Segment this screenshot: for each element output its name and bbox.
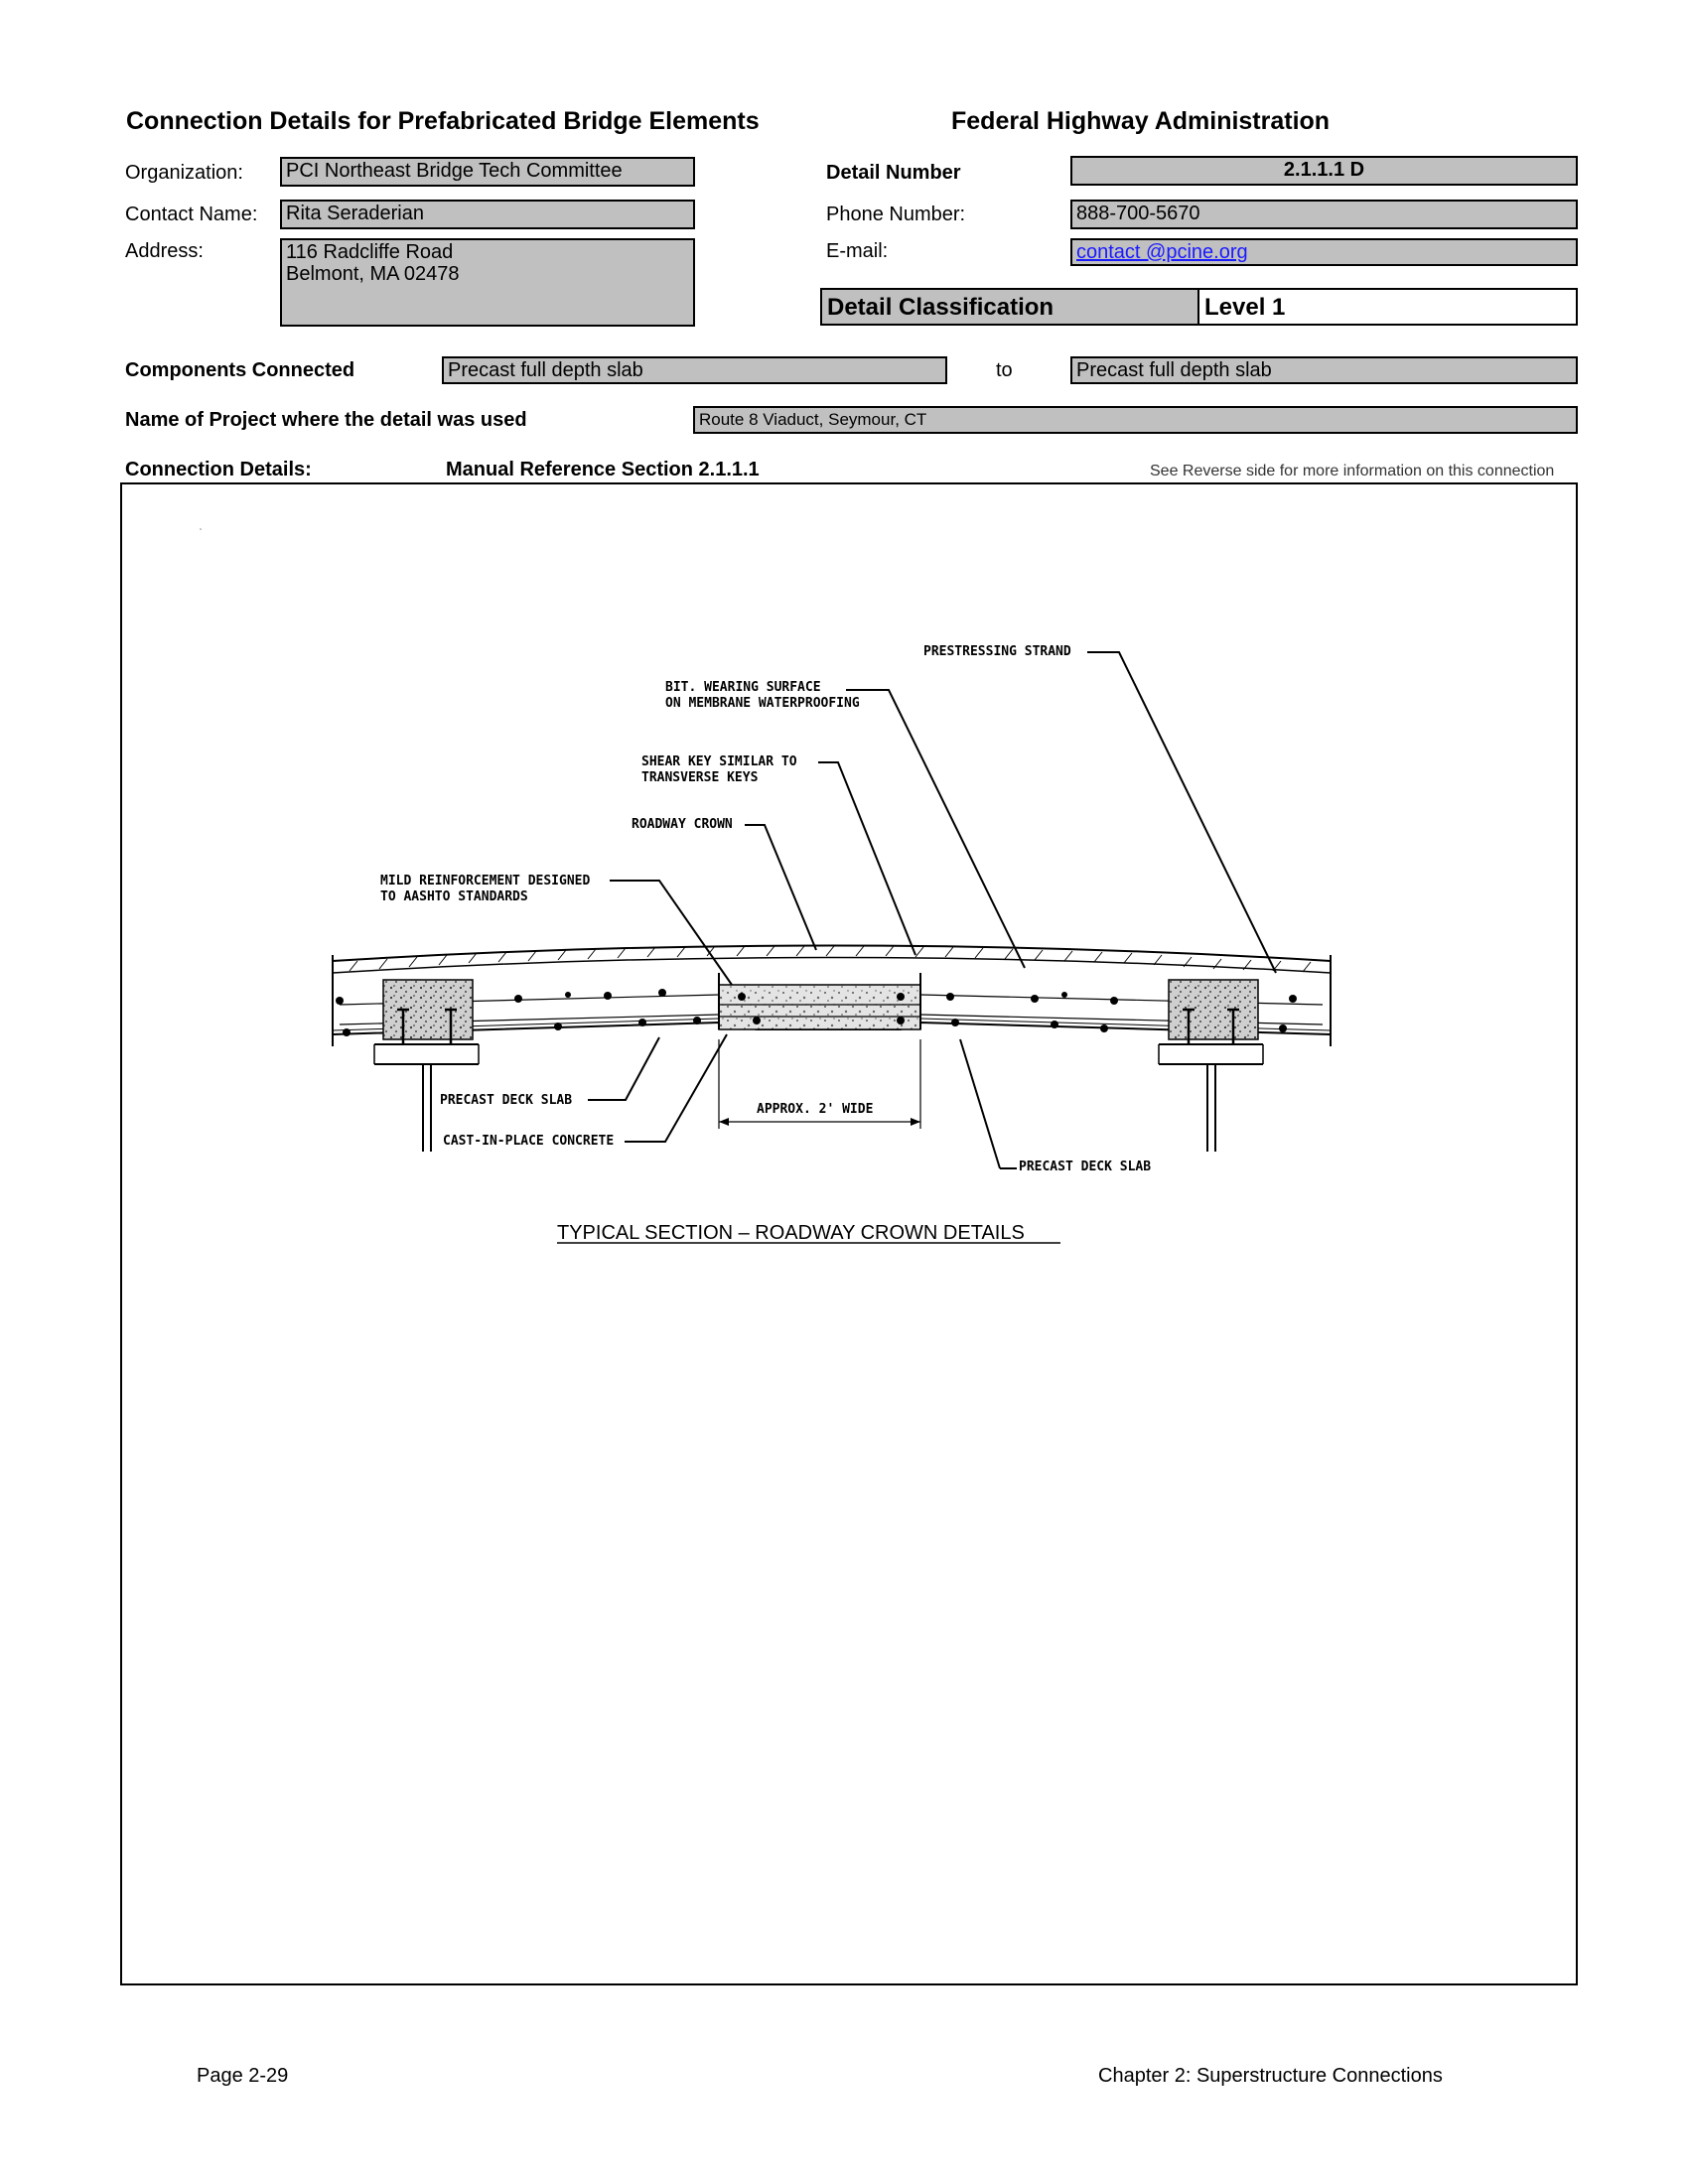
drawing-caption: TYPICAL SECTION – ROADWAY CROWN DETAILS [557,1222,1025,1244]
document-title: Connection Details for Prefabricated Bridge Elements [126,107,760,135]
leader-wearing-surface [846,690,1025,968]
phone-field[interactable]: 888-700-5670 [1070,200,1578,229]
classification-value[interactable]: Level 1 [1199,290,1576,324]
bridge-section-drawing [122,484,1576,1983]
leader-precast-deck-right [960,1039,1000,1168]
phone-label: Phone Number: [826,204,966,225]
classification-label: Detail Classification [822,290,1199,324]
label-mild-reinforcement-1: MILD REINFORCEMENT DESIGNED [380,874,591,888]
address-field[interactable] [280,238,695,327]
address-line-2: Belmont, MA 02478 [286,263,460,285]
connection-details-label: Connection Details: [125,459,312,480]
detail-number-field[interactable]: 2.1.1.1 D [1070,156,1578,186]
address-label: Address: [125,240,204,262]
label-shear-key-2: TRANSVERSE KEYS [641,770,759,785]
manual-reference: Manual Reference Section 2.1.1.1 [446,459,760,480]
page-number: Page 2-29 [197,2065,289,2087]
label-prestressing-strand: PRESTRESSING STRAND [923,644,1071,659]
label-precast-deck-left: PRECAST DECK SLAB [440,1093,573,1108]
leader-mild-reinforcement [610,881,732,985]
label-cip-concrete: CAST-IN-PLACE CONCRETE [443,1134,615,1149]
chapter-footer: Chapter 2: Superstructure Connections [1098,2065,1443,2087]
right-haunch-grout [1169,980,1258,1039]
component-from-field[interactable]: Precast full depth slab [442,356,947,384]
leader-precast-deck-left [588,1037,659,1100]
project-label: Name of Project where the detail was used [125,409,527,431]
wearing-surface-bottom [333,958,1331,974]
email-label: E-mail: [826,240,889,262]
leader-shear-key [818,762,915,955]
agency-title: Federal Highway Administration [951,107,1331,135]
email-field[interactable] [1070,238,1578,266]
label-wearing-surface-2: ON MEMBRANE WATERPROOFING [665,696,860,711]
leader-cip-concrete [625,1034,727,1142]
label-mild-reinforcement-2: TO AASHTO STANDARDS [380,889,528,904]
components-label: Components Connected [125,359,355,381]
label-approx-width: APPROX. 2' WIDE [757,1102,874,1117]
organization-label: Organization: [125,162,243,184]
left-haunch-grout [383,980,473,1039]
email-link[interactable]: contact @pcine.org [1076,241,1248,263]
label-wearing-surface-1: BIT. WEARING SURFACE [665,680,821,695]
leader-prestressing-strand [1087,652,1276,973]
project-field[interactable]: Route 8 Viaduct, Seymour, CT [693,406,1578,434]
label-precast-deck-right: PRECAST DECK SLAB [1019,1160,1152,1174]
component-to-field[interactable]: Precast full depth slab [1070,356,1578,384]
contact-name-field[interactable]: Rita Seraderian [280,200,695,229]
contact-name-label: Contact Name: [125,204,258,225]
leader-roadway-crown [745,825,816,950]
wearing-surface-top [333,946,1331,962]
detail-number-label: Detail Number [826,162,961,184]
organization-field[interactable]: PCI Northeast Bridge Tech Committee [280,157,695,187]
to-label: to [996,359,1013,381]
detail-classification [820,288,1578,326]
reverse-side-note: See Reverse side for more information on this connection [1150,463,1555,479]
address-line-1: 116 Radcliffe Road [286,241,454,263]
drawing-frame [120,482,1578,1985]
label-roadway-crown: ROADWAY CROWN [632,817,733,832]
label-shear-key-1: SHEAR KEY SIMILAR TO [641,754,797,769]
cip-concrete-joint [719,985,920,1029]
